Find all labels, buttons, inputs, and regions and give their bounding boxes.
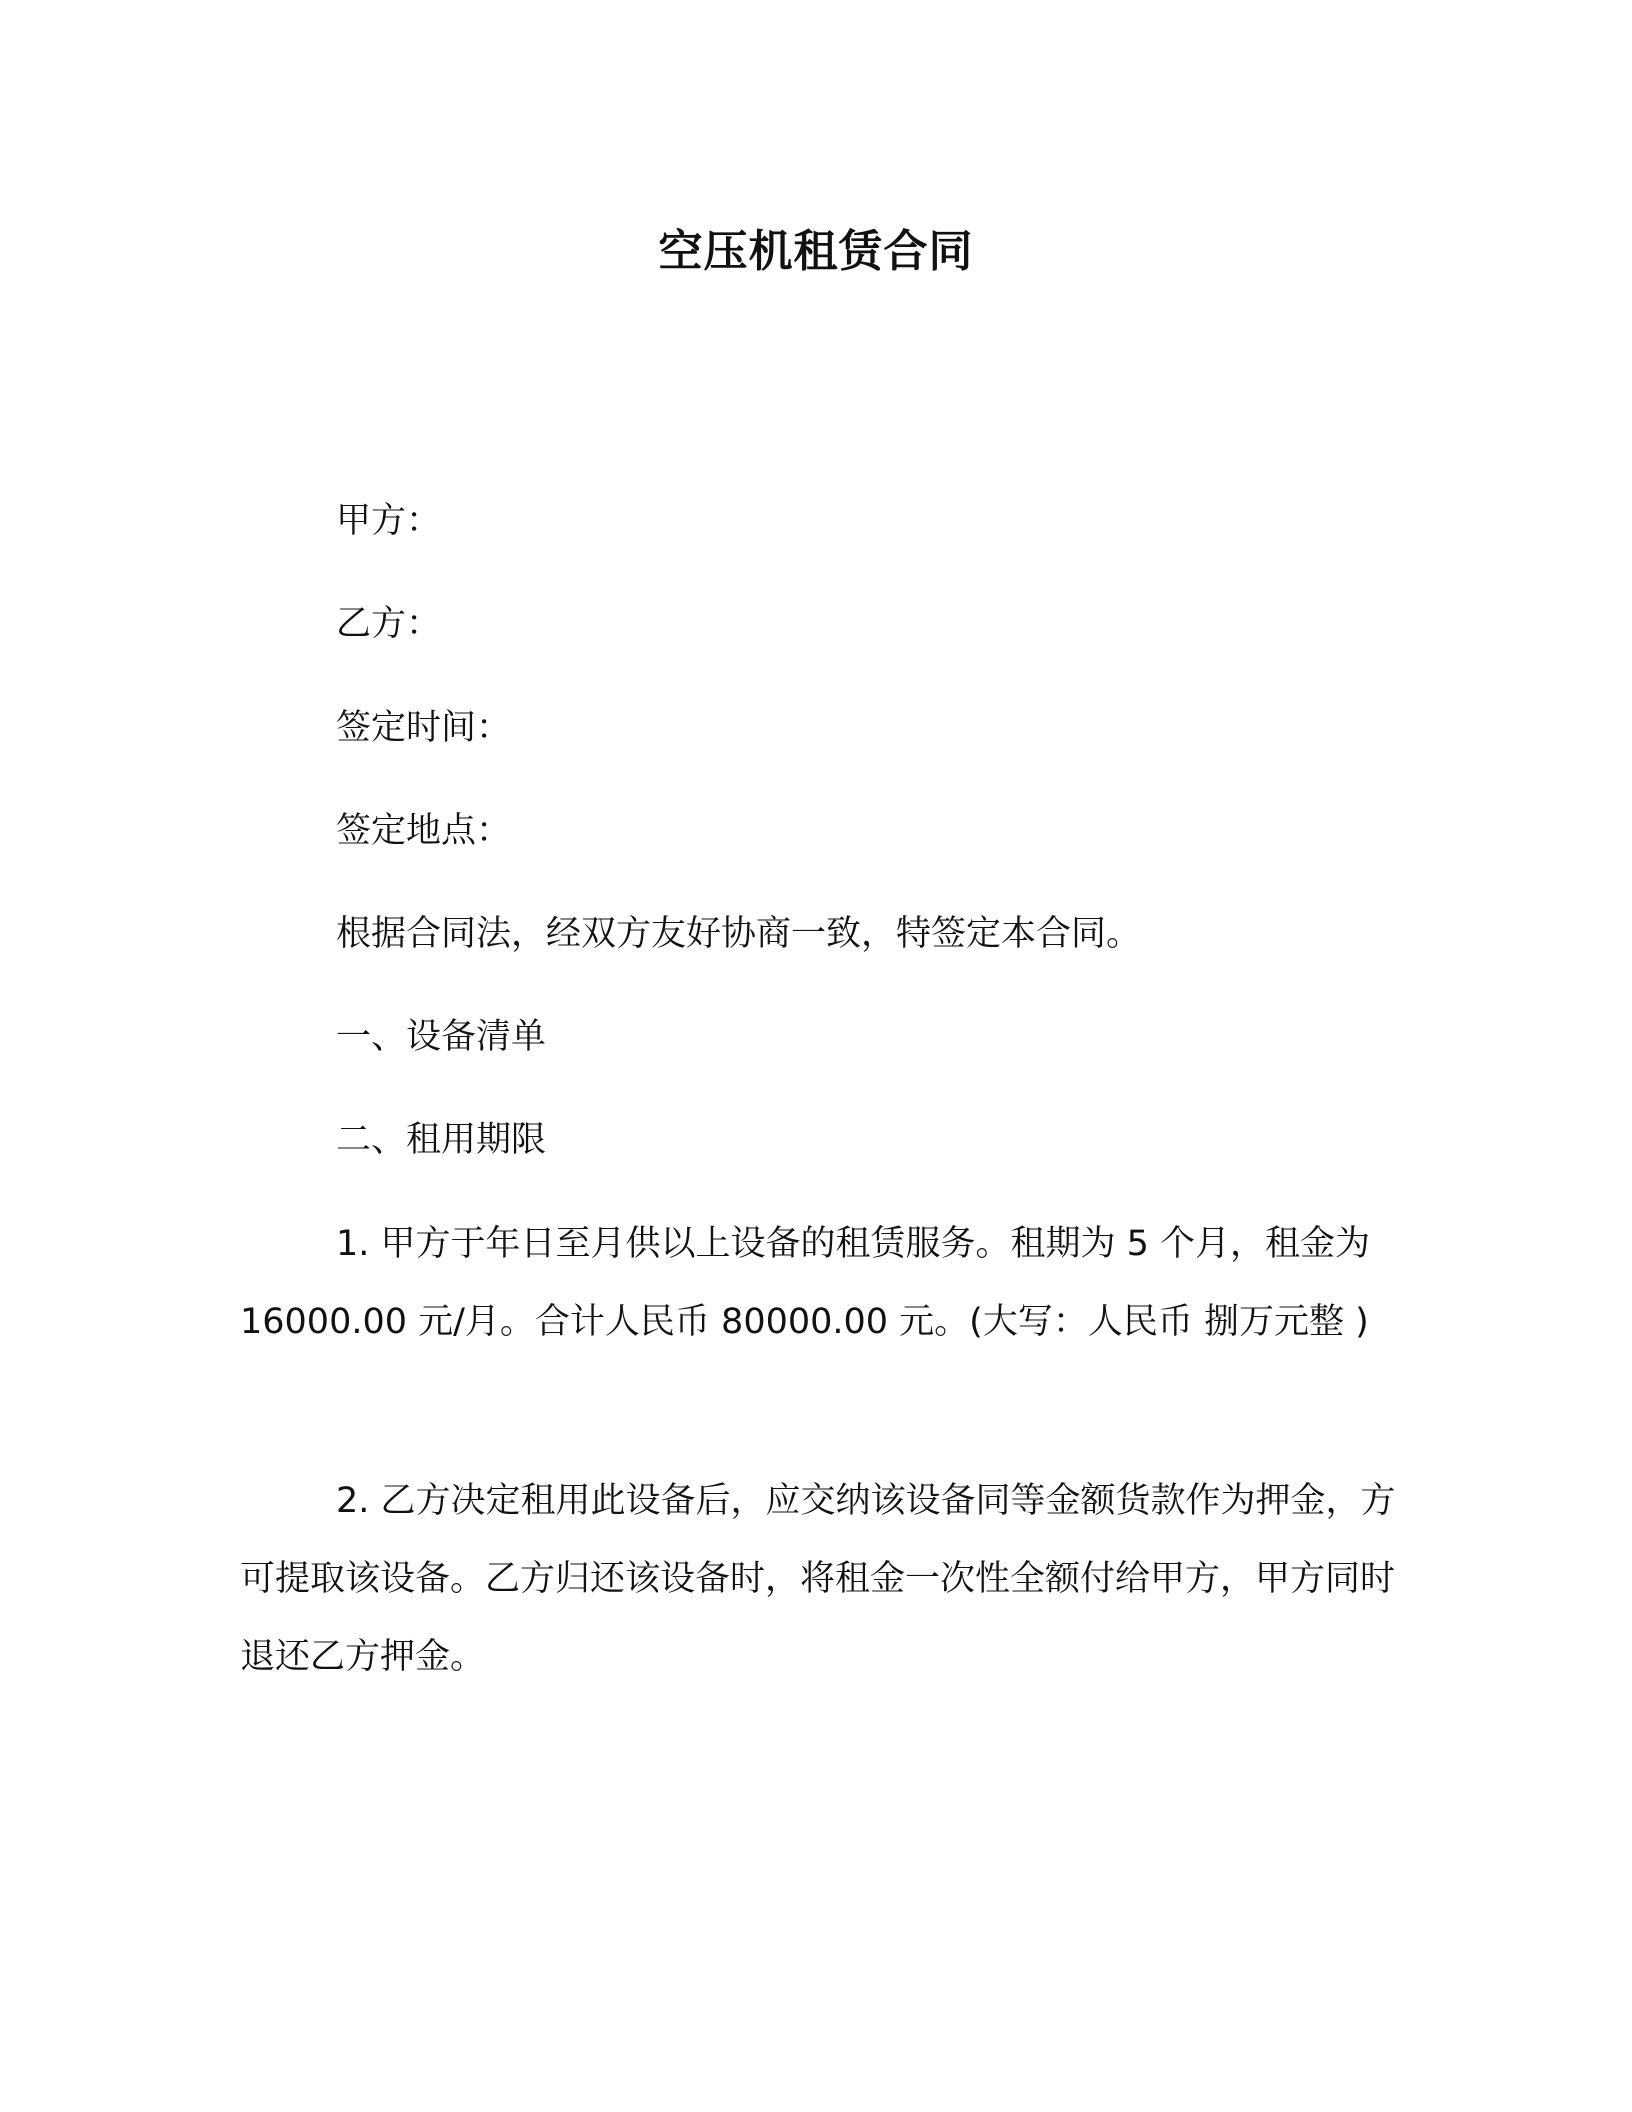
party-a-label: 甲方：: [336, 501, 442, 541]
party-b-label: 乙方：: [336, 604, 442, 644]
intro-statement: 根据合同法，经双方友好协商一致，特签定本合同。: [336, 914, 1142, 954]
document-title: 空压机租赁合同: [658, 226, 974, 277]
signing-date-label: 签定时间：: [336, 708, 512, 748]
clause-2-paragraph: 2. 乙方决定租用此设备后，应交纳该设备同等金额货款作为押金，方可提取该设备。乙方归还该设备时，将租金一次性全额付给甲方，甲方同时退还乙方押金。: [240, 1481, 1396, 1677]
section-rental-period: 二、租用期限: [336, 1120, 547, 1160]
signing-place-label: 签定地点：: [336, 811, 512, 851]
section-equipment-list: 一、设备清单: [336, 1017, 547, 1057]
clause-1-paragraph: 1. 甲方于年日至月供以上设备的租赁服务。租期为 5 个月，租金为 16000.00 元/月。合计人民币 80000.00 元。(大写：人民币 捌万元整 ): [240, 1224, 1371, 1342]
